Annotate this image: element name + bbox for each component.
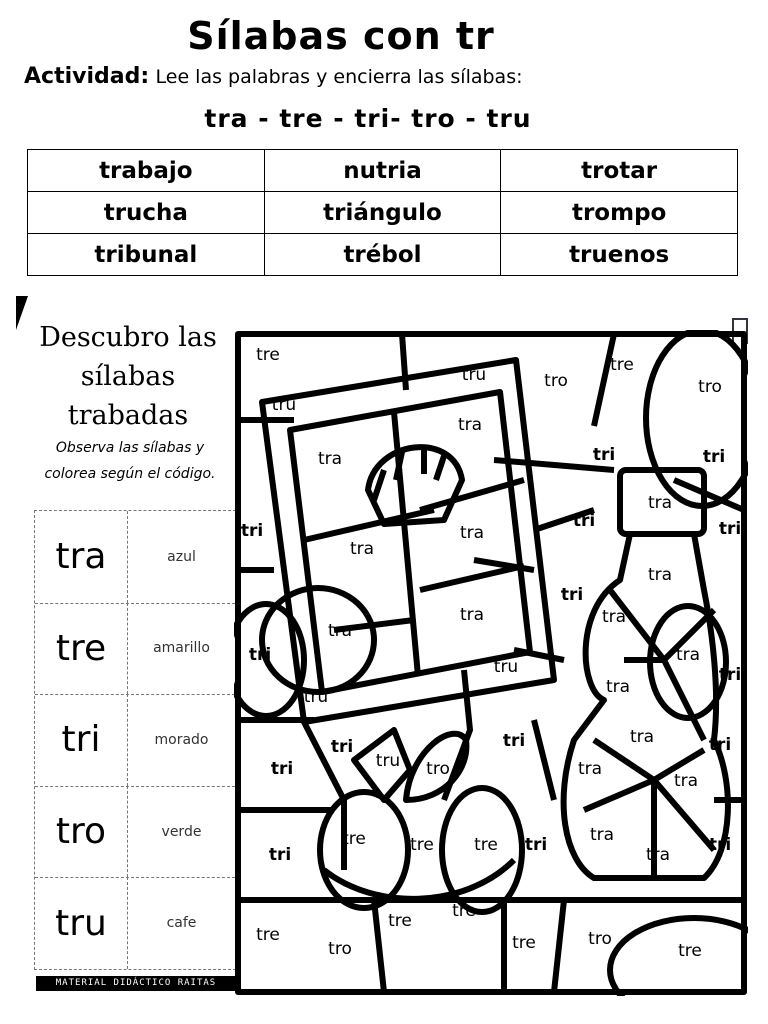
code-syllable: tra [35, 511, 128, 603]
syllable-label: tre [474, 835, 498, 855]
syllable-label: tre [256, 925, 280, 945]
syllable-label: tri [702, 447, 726, 467]
word-cell: tribunal [28, 234, 265, 276]
coloring-worksheet [16, 296, 752, 999]
table-row [28, 192, 738, 234]
syllable-label: tre [256, 345, 280, 365]
code-syllable: tri [35, 694, 128, 786]
syllable-label: tre [342, 829, 366, 849]
syllable-label: tri [560, 585, 584, 605]
code-row [35, 786, 235, 879]
syllable-label: tra [647, 493, 673, 513]
word-table [27, 149, 738, 276]
syllable-label: tro [328, 939, 352, 959]
syllable-label: tre [452, 901, 476, 921]
syllable-label: tri [268, 845, 292, 865]
code-syllable: tre [35, 603, 128, 695]
syllable-label: tru [375, 751, 401, 771]
code-color: cafe [166, 915, 197, 932]
syllable-label: tra [349, 539, 375, 559]
syllable-label: tra [645, 845, 671, 865]
syllable-label: tri [240, 521, 264, 541]
word-cell: trucha [28, 192, 265, 234]
table-row [28, 150, 738, 192]
word-cell: trotar [501, 150, 738, 192]
code-color: morado [154, 731, 209, 748]
instruction-line2: colorea según el código. [44, 465, 216, 482]
syllable-label: tri [718, 519, 742, 539]
syllable-label: tra [459, 523, 485, 543]
worksheet-title-line2: sílabas trabadas [67, 361, 189, 432]
word-cell: trébol [264, 234, 501, 276]
syllable-label: tri [330, 737, 354, 757]
syllable-label: tra [459, 605, 485, 625]
syllable-label: tre [410, 835, 434, 855]
activity-line [24, 64, 523, 89]
worksheet-title [24, 318, 232, 435]
syllable-label: tri [708, 735, 732, 755]
word-cell: trompo [501, 192, 738, 234]
syllable-label: tre [610, 355, 634, 375]
code-row [35, 603, 235, 696]
syllable-label: tro [544, 371, 568, 391]
tilted-frame-inner [290, 392, 530, 692]
worksheet-title-line1: Descubro las [39, 322, 217, 353]
word-cell: nutria [264, 150, 501, 192]
syllable-label: tra [629, 727, 655, 747]
activity-text: Lee las palabras y encierra las sílabas: [155, 66, 523, 88]
syllable-label: tra [317, 449, 343, 469]
syllable-label: tri [718, 665, 742, 685]
syllable-label: tri [708, 835, 732, 855]
syllable-label: tre [678, 941, 702, 961]
code-row [35, 877, 235, 969]
syllable-label: tra [673, 771, 699, 791]
syllable-label: tre [512, 933, 536, 953]
syllables-list: tra - tre - tri- tro - tru [204, 104, 532, 133]
syllable-label: tra [605, 677, 631, 697]
instruction-line1: Observa las sílabas y [55, 440, 205, 456]
syllable-label: tri [502, 731, 526, 751]
syllable-label: tre [388, 911, 412, 931]
syllable-label: tra [327, 621, 353, 641]
code-color: amarillo [153, 640, 210, 657]
credit-banner: MATERIAL DIDÁCTICO RAITAS [36, 976, 236, 991]
code-color: verde [161, 823, 202, 840]
syllable-label: tra [601, 607, 627, 627]
page-title: Sílabas con tr [187, 14, 495, 58]
syllable-label: tra [675, 645, 701, 665]
word-cell: triángulo [264, 192, 501, 234]
syllable-label: tra [647, 565, 673, 585]
syllable-label: tru [493, 657, 519, 677]
code-color: azul [167, 548, 196, 565]
syllable-label: tro [588, 929, 612, 949]
color-code-grid [34, 510, 236, 970]
code-row [35, 694, 235, 787]
syllable-label: tra [589, 825, 615, 845]
code-syllable: tro [35, 786, 128, 878]
syllable-label: tra [457, 415, 483, 435]
syllable-label: tri [270, 759, 294, 779]
syllable-label: tri [524, 835, 548, 855]
syllable-label: tri [248, 645, 272, 665]
table-row [28, 234, 738, 276]
code-row [35, 511, 235, 604]
syllable-label: tru [461, 365, 487, 385]
code-syllable: tru [35, 877, 128, 969]
syllable-label: tru [303, 687, 329, 707]
activity-label: Actividad: [24, 64, 150, 89]
syllable-label: tro [426, 759, 450, 779]
syllable-label: tri [592, 445, 616, 465]
word-cell: trabajo [28, 150, 265, 192]
syllable-label: tro [698, 377, 722, 397]
word-cell: truenos [501, 234, 738, 276]
syllable-label: tri [572, 511, 596, 531]
syllable-label: tra [577, 759, 603, 779]
syllable-label: tru [271, 395, 297, 415]
coloring-picture [234, 330, 748, 996]
worksheet-instruction [30, 436, 230, 488]
